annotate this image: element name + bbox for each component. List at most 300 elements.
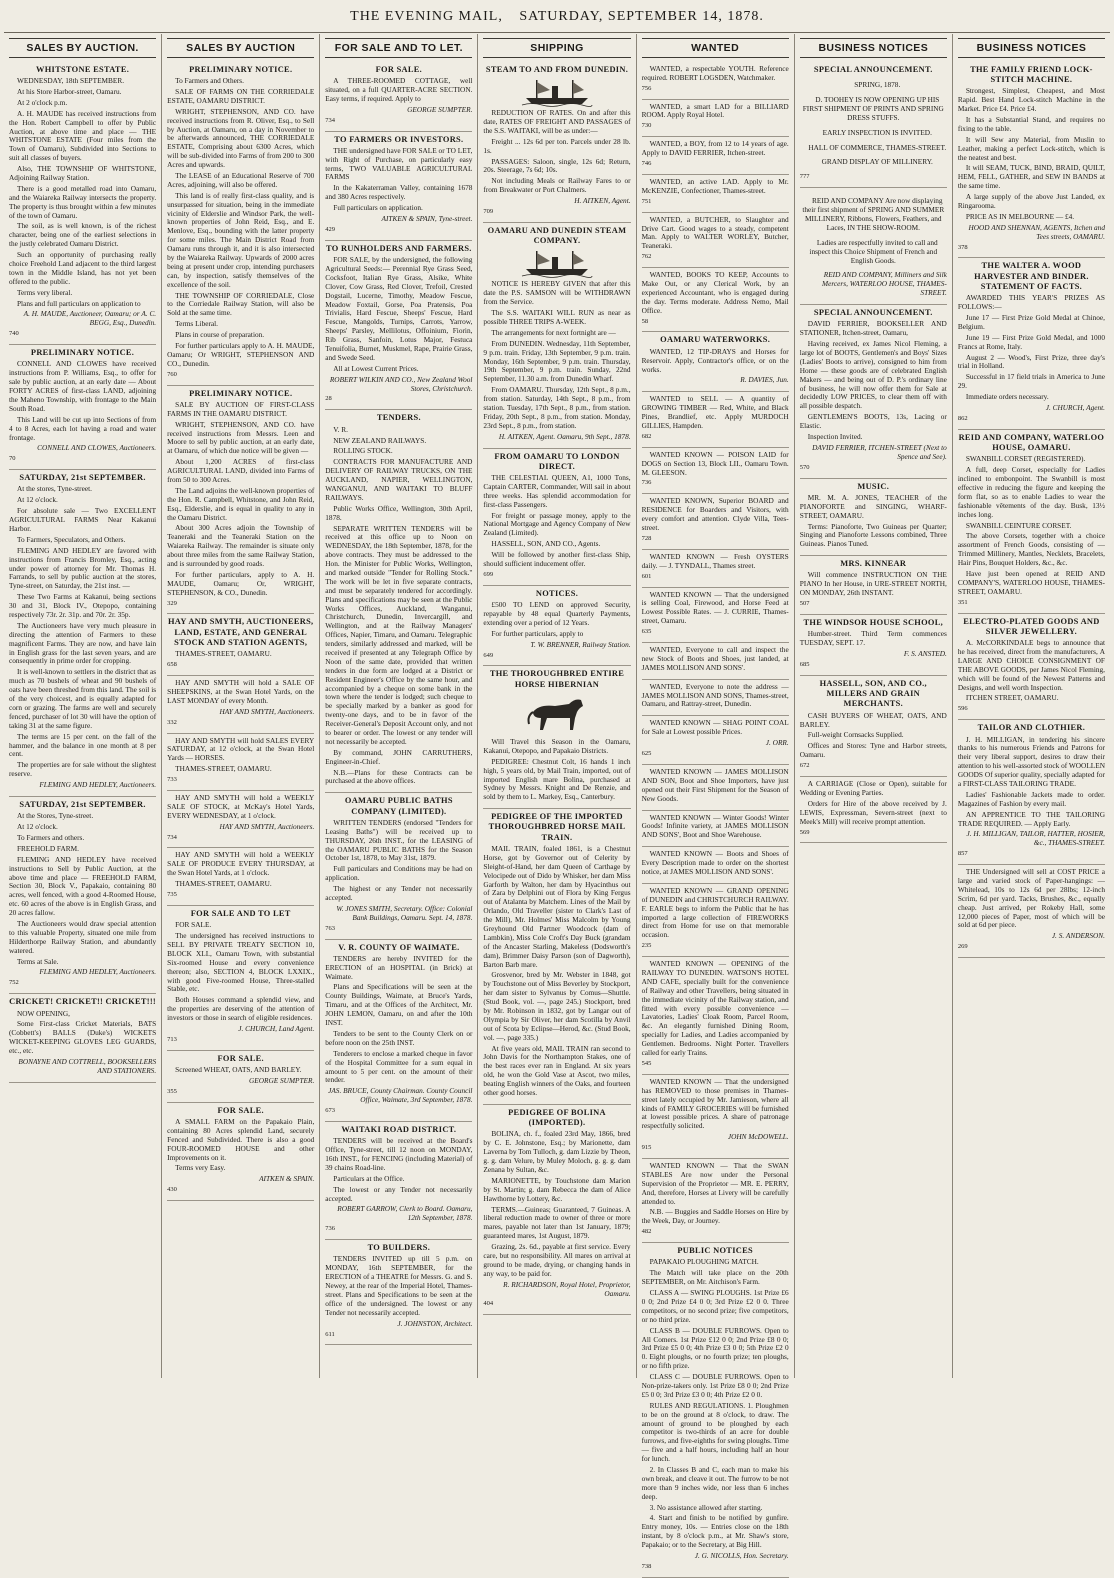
advertisement bbox=[167, 62, 314, 386]
ad-title: PRELIMINARY NOTICE. bbox=[189, 388, 293, 398]
ad-signature: J. H. MILLIGAN, TAILOR, HATTER, HOSIER, &c., THAMES-STREET. bbox=[966, 829, 1105, 848]
ad-title: PUBLIC NOTICES bbox=[677, 1246, 753, 1256]
ad-text: Orders for Hire of the above received by J. LEWIS, Expressman, Severn-street (next to Meek's Mill) will receive prompt attention. bbox=[799, 798, 947, 826]
ad-signature: R. DAVIES, Jun. bbox=[740, 375, 789, 385]
ad-text: 4. Start and finish to be notified by gunfire. Entry money, 10s. — Entries close on the 18th instant, by 8 o'clock p.m., at Mr. Shaw's store, Papakaio; or to the Secretary, at Big Hill. bbox=[641, 1513, 789, 1550]
ad-text: Will Travel this Season in the Oamaru, Kakanui, Otepopo, and Papakaio Districts. bbox=[483, 736, 631, 755]
ad-text: To Farmers, Speculators, and Others. bbox=[17, 534, 126, 544]
advertisement bbox=[483, 666, 630, 809]
advertisement bbox=[642, 137, 789, 175]
ad-number: 763 bbox=[325, 924, 336, 932]
ad-text: NEW ZEALAND RAILWAYS. bbox=[333, 435, 427, 445]
ad-title: WHITSTONE ESTATE. bbox=[36, 64, 130, 74]
ad-number: 28 bbox=[325, 395, 332, 403]
advertisement bbox=[325, 410, 472, 793]
ad-number: 746 bbox=[641, 159, 652, 167]
ad-text: ROLLING STOCK. bbox=[333, 446, 393, 456]
ad-text: PEDIGREE: Chestnut Colt, 16 hands 1 inch high, 5 years old, by Mail Train, imported, out of imported English mare Bolina, purchased at Sydney by Messrs. Knight and De Renzie, and sold by them to L. Markey, Esq., Canterbury. bbox=[483, 756, 631, 802]
column-heading: WANTED bbox=[642, 38, 789, 58]
ad-text: PASSAGES: Saloon, single, 12s 6d; Return, 20s. Steerage, 7s 6d; 10s. bbox=[483, 156, 631, 175]
ad-signature: DAVID FERRIER, ITCHEN-STREET (Next to Spence and See). bbox=[812, 442, 947, 461]
column-1 bbox=[4, 34, 162, 1378]
ad-text: PAPAKAIO PLOUGHING MATCH. bbox=[649, 1257, 759, 1267]
advertisement bbox=[325, 62, 472, 132]
ad-text: August 2 — Wood's, First Prize, three day's trial in Holland. bbox=[957, 352, 1105, 371]
ad-number: 734 bbox=[167, 833, 177, 841]
ad-text: HAY AND SMYTH will hold SALES EVERY SATURDAY, at 12 o'clock, at the Swan Hotel Yards — HORSES. bbox=[167, 735, 315, 763]
ad-text: WANTED KNOWN, Superior BOARD and RESIDENCE for Boarders and Visitors, with every comfort and attention. Clyde Villa, Tees-street. bbox=[641, 496, 789, 533]
ad-text: About 1,200 ACRES of first-class AGRICULTURAL LAND, divided into Farms of from 50 to 300 Acres. bbox=[167, 457, 315, 484]
ad-signature: F. S. ANSTED. bbox=[903, 649, 947, 659]
ad-text: WEDNESDAY, 18th SEPTEMBER. bbox=[17, 76, 125, 86]
ad-number: 673 bbox=[325, 1107, 336, 1115]
ad-text: £500 TO LEND on approved Security, repayable by 48 equal Quarterly Payments, extending over a period of 12 Years. bbox=[483, 600, 631, 627]
ad-signature: ROBERT GARROW, Clerk to Board. Oamaru, 12th September, 1878. bbox=[337, 1204, 473, 1223]
paper-name: THE EVENING MAIL, bbox=[350, 9, 503, 24]
advertisement bbox=[167, 1103, 314, 1201]
ad-text: WANTED, an active LAD. Apply to Mr. McKENZIE, Confectioner, Thames-street. bbox=[641, 176, 789, 195]
ad-text: The soil, as is well known, is of the richest character, being one of the earliest selections in the justly celebrated Oamaru District. bbox=[9, 221, 157, 249]
ad-title: THE WALTER A. WOOD HARVESTER AND BINDER. STATEMENT OF FACTS. bbox=[974, 261, 1089, 291]
ad-number: 736 bbox=[641, 479, 652, 487]
ad-text: The Match will take place on the 20th SEPTEMBER, on Mr. Aitchison's Farm. bbox=[641, 1268, 789, 1287]
ad-text: Strongest, Simplest, Cheapest, and Most Rapid. Best Hand Lock-stitch Machine in the Market. Price £4. Price £4. bbox=[957, 86, 1105, 114]
column-heading: FOR SALE AND TO LET. bbox=[325, 38, 472, 58]
ad-signature: J. CHURCH, Agent. bbox=[1045, 403, 1105, 413]
ad-number: 570 bbox=[799, 463, 810, 471]
ad-text: N.B. — Buggies and Saddle Horses on Hire by the Week, Day, or Journey. bbox=[641, 1207, 789, 1226]
ad-text: Ladies are respectfully invited to call and inspect this Choice Shipment of French and English Goods. bbox=[809, 237, 938, 265]
ad-title: TAILOR AND CLOTHIER. bbox=[977, 723, 1086, 733]
ad-text: WRIGHT, STEPHENSON, AND CO. have received instructions from R. Oliver, Esq., to Sell by Auction, at Oamaru, on a day in November to be afterwards announced, THE CORRIEDALE ESTATE, Comprising about 6300 Acres, which will be sub-divided into Farms of from 200 to 300 Acres and upwards. bbox=[167, 106, 315, 170]
column-2 bbox=[162, 34, 320, 1378]
column-heading: SHIPPING bbox=[483, 38, 630, 58]
ad-number: 378 bbox=[957, 243, 968, 251]
ad-text: HASSELL, SON, AND CO., Agents. bbox=[491, 539, 601, 549]
ad-text: EARLY INSPECTION IS INVITED. bbox=[822, 127, 932, 137]
ad-number: 699 bbox=[483, 570, 494, 578]
ad-number: 777 bbox=[799, 173, 810, 181]
ad-number: 730 bbox=[641, 122, 652, 130]
ad-number: 682 bbox=[641, 432, 652, 440]
ad-text: THAMES-STREET, OAMARU. bbox=[175, 764, 272, 774]
ad-number: 752 bbox=[9, 979, 19, 987]
advertisement bbox=[483, 1105, 630, 1315]
ad-number: 235 bbox=[641, 942, 652, 950]
ad-number: 329 bbox=[167, 599, 177, 607]
ad-number: 762 bbox=[641, 253, 652, 261]
ad-text: WANTED KNOWN — SHAG POINT COAL for Sale at Lowest possible Prices. bbox=[641, 718, 789, 737]
advertisement bbox=[642, 392, 789, 447]
advertisement bbox=[800, 188, 947, 305]
ad-text: Ladies' Fashionable Jackets made to order. Magazines of Fashion by every mail. bbox=[957, 789, 1105, 808]
ad-text: The terms are 15 per cent. on the fall of the hammer, and the balance in one month at 8 per cent. bbox=[9, 731, 157, 759]
advertisement bbox=[642, 884, 789, 957]
ad-text: In the Kakaterraman Valley, containing 1678 and 380 Acres respectively. bbox=[325, 183, 473, 202]
ad-text: SWANBILL CEINTURE CORSET. bbox=[965, 520, 1072, 530]
advertisement bbox=[325, 940, 472, 1122]
advertisement bbox=[167, 676, 314, 733]
advertisement bbox=[642, 847, 789, 884]
ad-number: 355 bbox=[167, 1087, 177, 1095]
columns bbox=[4, 34, 1110, 1570]
ad-title: TO FARMERS OR INVESTORS. bbox=[334, 134, 464, 144]
ad-text: The lowest or any Tender not necessarily accepted. bbox=[325, 1184, 473, 1203]
ad-title: STEAM TO AND FROM DUNEDIN. bbox=[485, 64, 629, 74]
ad-text: TENDERS are hereby INVITED for the ERECTION of an HOSPITAL (in Brick) at Waimate. bbox=[325, 953, 473, 981]
ad-text: WANTED KNOWN — OPENING of the RAILWAY TO DUNEDIN. WATSON'S HOTEL AND CAFE, specially built for the convenience of Railway and other Travellers, being situated in the immediate vicinity of the Railway station, and fitted with every possible convenience — Lavatories, Ladies' Cloak Room, Parcel Room, &c. An elegantly furnished Dining Room, specially for Ladies, and Ladies accompanied by Gentlemen. Bedrooms. Night Porter. Travellers called for early Trains. bbox=[641, 959, 789, 1058]
ad-text: SALE OF FARMS ON THE CORRIEDALE ESTATE, OAMARU DISTRICT. bbox=[167, 86, 315, 105]
advertisement bbox=[958, 430, 1105, 614]
ad-text: FOR SALE. bbox=[175, 920, 212, 930]
ad-text: Such an opportunity of purchasing really choice Freehold Land adjacent to the third largest town in the Middle Island, has not yet been offered to the public. bbox=[9, 250, 157, 286]
ad-signature: H. AITKEN, Agent. Oamaru, 9th Sept., 1878. bbox=[498, 431, 631, 441]
advertisement bbox=[642, 588, 789, 643]
ad-signature: GEORGE SUMPTER. bbox=[249, 1075, 315, 1085]
ad-title: MRS. KINNEAR bbox=[840, 559, 907, 569]
ad-text: The Auctioneers would draw special attention to this valuable Property, situated one mile from Hilderthorpe Railway Station, and abundantly watered. bbox=[9, 919, 157, 955]
ad-text: A full, deep Corset, especially for Ladies inclined to embonpoint. The Swanbill is most effective in reducing the figure and keeping the form flat, so as to enable Ladies to wear the fashionable vêtements of the day. Busk, 13½ inches long. bbox=[957, 465, 1105, 519]
ad-title: NOTICES. bbox=[535, 588, 579, 598]
advertisement bbox=[642, 1243, 789, 1578]
ad-number: 596 bbox=[957, 705, 968, 713]
ad-text: It will Sew any Material, from Muslin to Leather, making a perfect Lock-stitch, which is the neatest and best. bbox=[957, 134, 1105, 162]
ad-number: 611 bbox=[325, 1330, 335, 1338]
advertisement bbox=[483, 449, 630, 586]
advertisement bbox=[642, 716, 789, 765]
ad-title: THE FAMILY FRIEND LOCK-STITCH MACHINE. bbox=[970, 64, 1093, 85]
horse-icon bbox=[525, 694, 589, 734]
advertisement bbox=[800, 615, 947, 676]
ad-text: RULES AND REGULATIONS. 1. Ploughmen to be on the ground at 8 o'clock, to draw. The amount of ground to be ploughed by each competitor is two-thirds of an acre for double furrows, and five-eighths for swing ploughs. Time — five and a half hours, including half an hour for lunch. bbox=[641, 1400, 789, 1464]
ad-text: CONNELL AND CLOWES have received instructions from P. Williams, Esq., to offer for sale by public auction, at an early date — About FORTY ACRES of first-class LAND, adjoining the Maheno Township, with frontage to the Main South Road. bbox=[9, 359, 157, 413]
ad-text: MR. M. A. JONES, TEACHER of the PIANOFORTE and SINGING, WHARF-STREET, OAMARU. bbox=[799, 492, 947, 520]
ad-text: At the stores, Tyne-street. bbox=[17, 484, 92, 494]
ad-text: CLASS C — DOUBLE FURROWS. Open to Non-prize-takers only. 1st Prize £8 0 0; 2nd Prize £5 0 0; 3rd Prize £3 0 0; 4th Prize £2 0 0. bbox=[641, 1372, 789, 1399]
ad-text: The arrangements for next fortnight are — bbox=[491, 327, 616, 337]
advertisement bbox=[9, 994, 156, 1082]
ad-text: Will commence INSTRUCTION ON THE PIANO In her House, in URE-STREET NORTH, ON MONDAY, 26th INSTANT. bbox=[799, 570, 947, 598]
advertisement bbox=[483, 62, 630, 223]
ad-number: 482 bbox=[641, 1228, 652, 1236]
ad-text: Public Works Office, Wellington, 30th April, 1878. bbox=[325, 503, 473, 522]
advertisement bbox=[800, 62, 947, 188]
advertisement bbox=[642, 765, 789, 811]
ad-number: 658 bbox=[167, 661, 177, 669]
ad-signature: JOHN McDOWELL. bbox=[727, 1132, 789, 1142]
ad-number: 351 bbox=[957, 598, 968, 606]
ad-title: TENDERS. bbox=[376, 413, 421, 423]
ad-signature: HAY AND SMYTH, Auctioneers. bbox=[219, 706, 315, 716]
ad-text: The undersigned has received instructions to SELL BY PRIVATE TREATY SECTION 10, BLOCK XLI., Oamaru Town, with substantial Six-roomed House and every convenience thereon; also, SECTION 4, BLOCK LXXIX., with good Five-roomed House, Three-stalled Stable, etc. bbox=[167, 931, 315, 994]
advertisement bbox=[642, 213, 789, 268]
ad-text: For freight or passage money, apply to the National Mortgage and Agency Company of New Zealand (Limited). bbox=[483, 510, 631, 538]
advertisement bbox=[642, 175, 789, 213]
ad-text: The S.S. WAITAKI WILL RUN as near as possible THREE TRIPS A-WEEK. bbox=[483, 308, 631, 326]
ad-text: At his Store Harbor-street, Oamaru. bbox=[17, 86, 122, 96]
ad-text: HAY AND SMYTH will hold a WEEKLY SALE OF STOCK, at McKay's Hotel Yards, EVERY WEDNESDAY, at 1 o'clock. bbox=[167, 792, 315, 820]
ad-text: WANTED, BOOKS TO KEEP, Accounts to Make Out, or any Clerical Work, by an experienced Accountant, who is engaged during the day. Terms moderate. Address Nemo, Mail Office. bbox=[641, 270, 789, 315]
ad-title: TO BUILDERS. bbox=[367, 1243, 431, 1253]
ad-text: Terms very liberal. bbox=[17, 287, 73, 297]
advertisement bbox=[9, 470, 156, 797]
ad-text: All at Lowest Current Prices. bbox=[333, 363, 419, 373]
ad-text: Full particulars on application. bbox=[333, 203, 423, 213]
ad-text: Grosvenor, bred by Mr. Webster in 1848, got by Touchstone out of Miss Beverley by Stockport, her dam sister to Sylvanus by Comus—Shuttle. (Stud Book, vol. —, page 245.) Stockport, bred by Mr. Robinson in 1832, got by Langar out of Olympia by Sir Oliver, her dam Scotilla by Anvil out of Scota by Eclipse—Herod, &c. (Stud Book, vol. —, page 335.) bbox=[483, 970, 631, 1042]
ad-title: PRELIMINARY NOTICE. bbox=[30, 348, 135, 358]
ad-signature: AITKEN & SPAIN, Tyne-street. bbox=[381, 214, 473, 224]
ad-signature: REID AND COMPANY, Milliners and Silk Mercers, WATERLOO HOUSE, THAMES-STREET. bbox=[822, 270, 947, 298]
ad-number: 862 bbox=[957, 414, 968, 422]
ad-text: WRITTEN TENDERS (endorsed "Tenders for Leasing Baths") will be received up to THURSDAY, 26th INST., for the LEASING of the OAMARU PUBLIC BATHS for the Season October 1st, 1878, to May 31st, 1879. bbox=[325, 817, 473, 863]
ad-text: At 12 o'clock. bbox=[17, 822, 58, 832]
ad-text: The Auctioneers have very much pleasure in directing the attention of Farmers to these magnificent Farms. They are now, and have lain in English grass for the last seven years, and are consequently in prime order for cropping. bbox=[9, 620, 157, 666]
ad-text: CONTRACTS FOR MANUFACTURE AND DELIVERY OF RAILWAY TRUCKS, ON THE AUCKLAND, NAPIER, WELLINGTON, WANGANUI, AND WAITAKI TO BLUFF RAILWAYS. bbox=[325, 457, 473, 502]
advertisement bbox=[642, 100, 789, 138]
ad-text: SPRING, 1878. bbox=[854, 80, 901, 90]
ad-title: OAMARU WATERWORKS. bbox=[660, 335, 771, 345]
ad-text: Plans in course of preparation. bbox=[175, 330, 265, 340]
ad-text: SEPARATE WRITTEN TENDERS will be received at this office up to Noon on WEDNESDAY, the 18th September, 1878, for the above contracts. They must be addressed to the Hon. the Minister for Public Works, Wellington, and marked outside "Tender for Rolling Stock." The work will be let in five separate contracts, and must be separately tendered for accordingly. Plans and specifications may be seen at the Public Works Offices, Auckland, Wanganui, Christchurch, Dunedin, Invercargill, and Wellington, and at the Railway Managers' Offices, Napier, Timaru, and Oamaru. Telegraphic tenders, similarly addressed and marked, will be received if presented at any Telegraph Office by Noon of the same date, provided that written tenders in due form are lodged at a District or Resident Engineer's Office by the same hour, and accompanied by a cheque on some bank in the town where the tender is lodged; such cheque to be specially marked by a banker as good for twenty-one days, and to be in favor of the Receiver-General's Deposit Account only, and not to bearer or order. The lowest or any tender will not necessarily be accepted. bbox=[325, 523, 473, 746]
ad-text: TENDERS INVITED up till 5 p.m. on MONDAY, 16th SEPTEMBER, for the ERECTION of a THEATRE for Messrs. G. and S. Newey, at the rear of the Imperial Hotel, Thames-street. Plans and Specifications to be seen at the office of the undersigned. The lowest or any Tender not necessarily accepted. bbox=[325, 1254, 473, 1317]
ad-text: Also, THE TOWNSHIP OF WHITSTONE, Adjoining Railway Station. bbox=[9, 164, 157, 182]
ad-signature: T. W. BRENNER, Railway Station. bbox=[530, 639, 631, 649]
ad-number: 429 bbox=[325, 225, 336, 233]
ad-text: BOLINA, ch. f., foaled 23rd May, 1866, bred by C. E. Johnstone, Esq.; by Marionette, dam Laverna by Tom Tulloch, g. dam Lizzie by Theon, g. g. dam Velure, by Muley Moloch, g. g. g. dam Zenana by Sultan, &c. bbox=[483, 1129, 631, 1174]
advertisement bbox=[642, 680, 789, 717]
advertisement bbox=[9, 797, 156, 994]
ad-signature: FLEMING AND HEDLEY, Auctioneers. bbox=[39, 967, 157, 977]
ad-title: SPECIAL ANNOUNCEMENT. bbox=[813, 64, 933, 74]
ad-text: NOTICE IS HEREBY GIVEN that after this date the P.S. SAMSON will be WITHDRAWN from the Service. bbox=[483, 279, 631, 307]
ad-text: Will be followed by another first-class Ship, should sufficient inducement offer. bbox=[483, 550, 631, 569]
ad-number: 635 bbox=[641, 628, 652, 636]
ad-text: Plans and full particulars on application to bbox=[17, 298, 141, 308]
advertisement bbox=[958, 720, 1105, 865]
ad-title: V. R. COUNTY OF WAIMATE. bbox=[338, 942, 460, 952]
ad-text: Immediate orders necessary. bbox=[965, 392, 1049, 402]
ad-text: GENTLEMEN'S BOOTS, 13s, Lacing or Elastic. bbox=[799, 412, 947, 431]
ad-text: By command, JOHN CARRUTHERS, Engineer-in-Chief. bbox=[325, 747, 473, 766]
ad-text: Humber-street. Third Term commences TUESDAY, SEPT. 17. bbox=[799, 629, 947, 648]
ad-text: FREEHOLD FARM. bbox=[17, 843, 79, 853]
ad-text: It will SEAM, TUCK, BIND, BRAID, QUILT, HEM, FELL, GATHER, and SEW IN BANDS at the same time. bbox=[957, 163, 1105, 191]
ad-text: PRICE AS IN MELBOURNE — £4. bbox=[965, 211, 1075, 221]
ad-text: THAMES-STREET, OAMARU. bbox=[175, 649, 272, 659]
ad-number: 756 bbox=[641, 84, 652, 92]
ad-number: 672 bbox=[799, 762, 810, 770]
ad-text: D. TOOHEY IS NOW OPENING UP HIS FIRST SHIPMENT OF PRINTS AND SPRING DRESS STUFFS. bbox=[802, 94, 944, 122]
advertisement bbox=[642, 957, 789, 1075]
ad-number: 685 bbox=[799, 661, 810, 668]
ad-text: DAVID FERRIER, BOOKSELLER AND STATIONER, Itchen-street, Oamaru, bbox=[799, 319, 947, 338]
ad-text: WANTED, Everyone to call and inspect the new Stock of Boots and Shoes, just landed, at JAMES MOLLISON AND SONS'. bbox=[641, 645, 789, 672]
ad-text: FLEMING AND HEDLEY are favored with instructions from Francis Bromley, Esq., acting under power of attorney for Mr. Thomas H. Farrands, to sell by public auction at the stores, Tyne-street, on Saturday, the 21st inst. — bbox=[9, 545, 157, 591]
advertisement bbox=[800, 676, 947, 777]
ad-text: HAY AND SMYTH will hold a WEEKLY SALE OF PRODUCE EVERY THURSDAY, at the Swan Hotel Yards, at 1 o'clock. bbox=[167, 850, 315, 878]
ad-text: Terms: Pianoforte, Two Guineas per Quarter; Singing and Pianoforte Lessons combined, Three Guineas. Pianos Tuned. bbox=[799, 521, 947, 549]
ad-text: For further particulars, apply to A. H. MAUDE, Oamaru; Or, WRIGHT, STEPHENSON, & CO., Dunedin. bbox=[167, 569, 315, 597]
ad-title: FROM OAMARU TO LONDON DIRECT. bbox=[494, 451, 620, 471]
ad-number: 728 bbox=[641, 534, 652, 542]
column-heading: BUSINESS NOTICES bbox=[800, 38, 947, 58]
ad-title: REID AND COMPANY, WATERLOO HOUSE, OAMARU. bbox=[958, 432, 1105, 453]
ad-text: WANTED KNOWN — POISON LAID for DOGS on Section 13, Block LII., Oamaru Town. M. GLEESON. bbox=[641, 449, 789, 477]
ad-number: 70 bbox=[9, 455, 16, 463]
ad-number: 649 bbox=[483, 651, 494, 659]
advertisement bbox=[958, 62, 1105, 259]
ad-text: CASH BUYERS OF WHEAT, OATS, AND BARLEY. bbox=[799, 710, 947, 729]
advertisement bbox=[325, 793, 472, 939]
ad-signature: BONAYNE AND COTTRELL, BOOKSELLERS AND STATIONERS. bbox=[18, 1056, 157, 1075]
ad-text: Grazing, 2s. 6d., payable at first service. Every care, but no responsibility. All mares on arrival at ground to be made, drying, or changing hands in any way, to be paid for. bbox=[483, 1242, 631, 1278]
ad-text: Tenders to be sent to the County Clerk on or before noon on the 25th INST. bbox=[325, 1028, 473, 1047]
ad-text: THE Undersigned will sell at COST PRICE a large and varied stock of Paper-hangings: — Whitelead, 10s to 12s 6d per 28lbs; 12-inch Scrim, 6d per yard. Tacks, Brushes, &c., equally cheap. Just arrived, per Rokeby Hall, some 12,000 pieces of Paper, most of which will be sold at 6d per piece. bbox=[957, 867, 1105, 930]
ad-text: Terms very Easy. bbox=[175, 1163, 226, 1173]
ad-text: THE undersigned have FOR SALE or TO LET, with Right of Purchase, on particularly easy terms, TWO VALUABLE AGRICULTURAL FARMS bbox=[325, 145, 473, 182]
advertisement bbox=[958, 865, 1105, 958]
ad-text: J. H. MILLIGAN, in tendering his sincere thanks to his numerous Friends and Patrons for their very liberal support, desires to draw their attention to his well-assorted stock of WOOLLEN GOODS Of superior quality, specially adapted for a FIRST-CLASS TAILORING TRADE. bbox=[957, 734, 1105, 788]
ad-title: THE WINDSOR HOUSE SCHOOL, bbox=[803, 618, 944, 628]
ad-signature: H. AITKEN, Agent. bbox=[574, 196, 631, 206]
ad-number: 404 bbox=[483, 1300, 494, 1308]
ad-text: WANTED KNOWN — GRAND OPENING of DUNEDIN and CHRISTCHURCH RAILWAY. F. EARLE begs to inform the Public that he has imported a large collection of FIREWORKS direct from Home for use on that memorable occasion. bbox=[641, 885, 789, 940]
issue-date: SATURDAY, SEPTEMBER 14, 1878. bbox=[519, 9, 764, 24]
ad-text: 3. No assistance allowed after starting. bbox=[649, 1502, 763, 1512]
ad-text: To Farmers and others. bbox=[17, 832, 85, 842]
ad-text: WANTED KNOWN — That the undersigned is selling Coal, Firewood, and Horse Feed at Lowest Possible Rates. — J. CURRIE, Thames-street, Oamaru. bbox=[641, 589, 789, 626]
ad-signature: J. ORR. bbox=[765, 738, 789, 748]
ad-number: 601 bbox=[641, 572, 652, 580]
ad-text: CLASS B — DOUBLE FURROWS. Open to All Comers. 1st Prize £12 0 0; 2nd Prize £8 0 0; 3rd Prize £5 0 0; 4th Prize £3 0 0; 5th Prize £2 0 0. Eight ploughs, or no fourth prize; ten ploughs, or no fifth prize. bbox=[641, 1325, 789, 1371]
ad-text: The above Corsets, together with a choice assortment of French Goods, consisting of — Trimmed Millinery, Mantles, Necklets, Bracelets, Hair Pins, Bouquet Holders, &c., &c. bbox=[957, 531, 1105, 568]
ad-number: 734 bbox=[325, 116, 336, 124]
ad-title: PRELIMINARY NOTICE. bbox=[189, 64, 293, 74]
ad-title: SPECIAL ANNOUNCEMENT. bbox=[813, 308, 933, 318]
advertisement bbox=[642, 448, 789, 495]
ad-signature: GEORGE SUMPTER. bbox=[407, 104, 473, 114]
ad-text: TENDERS will be received at the Board's Office, Tyne-street, till 12 noon on MONDAY, 16th INST., for FENCING (including Material) of 39 chains Road-line. bbox=[325, 1136, 473, 1172]
steamship-icon bbox=[522, 249, 592, 277]
ad-number: 332 bbox=[167, 718, 177, 726]
ad-text: Terms at Sale. bbox=[17, 956, 59, 966]
ad-signature: W. JONES SMITH, Secretary. Office: Colonial Bank Buildings, Oamaru. Sept. 14, 1878. bbox=[336, 903, 473, 922]
ad-text: Having received, ex James Nicol Fleming, a large lot of BOOTS, Gentlemen's and Boys' Sizes (Ladies' Boots to arrive), consigned to him from Home — these goods are of celebrated English Makers — and being out of D. P.'s ordinary line of business, he will now offer them for Sale at decidedly LOW PRICES, to clear them off with all possible despatch. bbox=[799, 339, 947, 411]
advertisement bbox=[958, 258, 1105, 429]
ad-text: At the Stores, Tyne-street. bbox=[17, 811, 94, 821]
advertisement bbox=[642, 494, 789, 549]
ad-text: A. H. MAUDE has received instructions from the Hon. Robert Campbell to offer by Public Auction, at above time and place — THE WHITSTONE ESTATE (Four miles from the Town of Oamaru), Subdivided into Sections to suit all classes of buyers. bbox=[9, 108, 157, 163]
ad-text: TERMS.—Guineas; Guaranteed, 7 Guineas. A liberal reduction made to owner of three or more mares, payable not later than 1st January, 1879; guaranteed mares, 1st August, 1879. bbox=[483, 1204, 631, 1241]
ad-text: Offices and Stores: Tyne and Harbor streets, Oamaru. bbox=[799, 741, 947, 760]
ad-text: WANTED, a smart LAD for a BILLIARD ROOM. Apply Royal Hotel. bbox=[641, 101, 789, 120]
ad-text: A. McCORKINDALE begs to announce that he has received, direct from the manufacturers, A LARGE AND CHOICE CONSIGNMENT OF THE ABOVE GOODS, per James Nicol Fleming, which will be found of the Newest Patterns and Designs, and well worth Inspection. bbox=[957, 638, 1105, 692]
ad-text: SALE BY AUCTION OF FIRST-CLASS FARMS IN THE OAMARU DISTRICT. bbox=[167, 399, 315, 418]
ad-text: MARIONETTE, by Touchstone dam Marion by St. Martin; g. dam Rebecca the dam of Alice Hawthorne by Lottery, &c. bbox=[483, 1175, 631, 1203]
steamship-icon bbox=[522, 78, 592, 106]
ad-signature: J. G. NICOLLS, Hon. Secretary. bbox=[694, 1551, 789, 1561]
ad-number: 738 bbox=[641, 1562, 652, 1570]
ad-text: At 12 o'clock. bbox=[17, 495, 58, 505]
ad-signature: CONNELL AND CLOWES, Auctioneers. bbox=[37, 443, 157, 453]
ad-signature: R. RICHARDSON, Royal Hotel, Proprietor, Oamaru. bbox=[503, 1279, 631, 1298]
ad-title: MUSIC. bbox=[857, 481, 890, 491]
ad-text: HALL OF COMMERCE, THAMES-STREET. bbox=[808, 142, 947, 152]
ad-text: Some First-class Cricket Materials, BATS (Cobbett's) BALLS (Duke's) WICKETS WICKET-KEEPING GLOVES LEG GUARDS, etc., etc. bbox=[9, 1019, 157, 1056]
ad-text: WANTED, a respectable YOUTH. Reference required. ROBERT LOGSDEN, Watchmaker. bbox=[641, 63, 789, 82]
column-7 bbox=[953, 34, 1110, 1378]
ad-title: OAMARU AND DUNEDIN STEAM COMPANY. bbox=[487, 225, 627, 246]
ad-text: 2. In Classes B and C, each man to make his own break, and cleave it out. The furrow to be not more than 9 inches wide, nor less than 6 inches deep. bbox=[641, 1465, 789, 1501]
ad-text: Have just been opened at REID AND COMPANY'S, WATERLOO HOUSE, THAMES-STREET, OAMARU. bbox=[957, 569, 1105, 596]
advertisement bbox=[642, 62, 789, 100]
ad-number: 507 bbox=[799, 600, 810, 608]
ad-text: Full particulars and Conditions may be had on application. bbox=[325, 864, 473, 883]
column-4 bbox=[478, 34, 636, 1378]
ad-text: A SMALL FARM on the Papakaio Plain, containing 80 Acres splendid Land, securely Fenced and Subdivided. There is also a good FOUR-ROOMED HOUSE and other Improvements on it. bbox=[167, 1117, 315, 1162]
ad-text: Not including Meals or Railway Fares to or from Breakwater or Port Chalmers. bbox=[483, 176, 631, 195]
ad-text: SWANBILL CORSET (REGISTERED). bbox=[965, 454, 1086, 464]
ad-title: SATURDAY, 21st SEPTEMBER. bbox=[19, 799, 146, 809]
advertisement bbox=[483, 586, 630, 667]
ad-number: 760 bbox=[167, 370, 177, 378]
ad-text: N.B.—Plans for these Contracts can be purchased at the above offices. bbox=[325, 767, 473, 786]
ad-text: WANTED KNOWN — Winter Goods! Winter Goods! Infinite variety, at JAMES MOLLISON AND SONS', Boot and Shoe Warehouse. bbox=[641, 812, 789, 840]
ad-signature: FLEMING AND HEDLEY, Auctioneers. bbox=[39, 780, 157, 790]
ad-text: At five years old, MAIL TRAIN ran second to John Davis for the Northampton Stakes, one of the best races ever ran in England. At six years old, he won the Gold Vase at Ascot, two miles, beating English winners of the Oaks, and fourteen other good horses. bbox=[483, 1043, 631, 1097]
ad-text: For further particulars, apply to bbox=[491, 628, 584, 638]
ad-text: REDUCTION OF RATES. On and after this date, RATES OF FREIGHT AND PASSAGES of the S.S. WAITAKI, will be as under:— bbox=[483, 108, 631, 135]
ad-text: A CARRIAGE (Close or Open), suitable for Wedding or Evening Parties. bbox=[799, 779, 947, 797]
ad-text: REID AND COMPANY Are now displaying their first shipment of SPRING AND SUMMER MILLINERY, Ribbons, Flowers, Feathers, and Laces, IN THE SHOW-ROOM. bbox=[802, 196, 945, 232]
ad-title: FOR SALE. bbox=[375, 64, 423, 74]
ad-number: 857 bbox=[957, 850, 968, 858]
advertisement bbox=[325, 132, 472, 241]
advertisement bbox=[325, 241, 472, 411]
ad-number: 915 bbox=[641, 1144, 652, 1152]
column-6 bbox=[795, 34, 953, 1378]
ad-title: HAY AND SMYTH, AUCTIONEERS, LAND, ESTATE, AND GENERAL STOCK AND STATION AGENTS, bbox=[167, 617, 314, 647]
ad-text: FLEMING AND HEDLEY have received instructions to Sell by Public Auction, at the above time and place — FREEHOLD FARM, Section 30, Block V., Papakaio, containing 80 acres, well fenced, with a good 4-Roomed House, etc. 60 acres of the above is in English Grass, and 20 acres fallow. bbox=[9, 854, 157, 918]
ad-text: THE TOWNSHIP OF CORRIEDALE, Close to the Corriedale Railway Station, will also be Sold at the same time. bbox=[167, 290, 315, 318]
ad-number: 733 bbox=[167, 776, 177, 784]
ad-text: Terms Liberal. bbox=[175, 319, 218, 329]
ad-text: HAY AND SMYTH will hold a SALE OF SHEEPSKINS, at the Swan Hotel Yards, on the LAST MONDAY of every Month. bbox=[167, 678, 315, 705]
column-heading: SALES BY AUCTION. bbox=[9, 38, 156, 58]
ad-text: WANTED KNOWN — JAMES MOLLISON AND SON, Boot and Shoe Importers, have just opened out their First Shipment for the Season of New Goods. bbox=[641, 766, 789, 803]
ad-title: CRICKET! CRICKET!! CRICKET!!! bbox=[9, 997, 157, 1007]
column-5 bbox=[637, 34, 795, 1570]
ad-text: Freight ... 12s 6d per ton. Parcels under 28 lb. 1s. bbox=[483, 136, 631, 155]
ad-text: WANTED KNOWN — That the undersigned has REMOVED to those premises in Thames-street lately occupied by Mr. Jamieson, where all kinds of FAMILY GROCERIES will be furnished at lowest possible prices. A share of patronage respectfully solicited. bbox=[641, 1076, 789, 1131]
ad-text: Plans and Specifications will be seen at the County Buildings, Waimate, at Bruce's Yards, Timaru, and at the Offices of the Architect, Mr. JOHN LEMON, Oamaru, on and after the 10th INST. bbox=[325, 982, 473, 1028]
ad-text: MAIL TRAIN, foaled 1861, is a Chestnut Horse, got by Governor out of Celerity by Sleight-of-Hand, her dam Queen of Carthage by Velocipede out of Dido by Whisker, her dam Miss Garforth by Walton, her dam by Hyacinthus out of Zara by Delphini out of Flora by King Fergus out of Atalanta by Matchem. Lines of the Mail by Orlando, Old Traveller (sister to Clark's Last of the Mill), Mr. Holmes' Miss Malcolm by Young Greyhound Old Partner Woodcock (dam of Lambkin), Miss Cole Croft's Day Buck (grandam of the Ancaster Starling, Makeless (Dodsworth's dam), Brimmer Daisy Parson (son of Dagworth), Barton Barb mare. bbox=[483, 843, 631, 969]
ad-signature: AITKEN & SPAIN. bbox=[259, 1174, 315, 1184]
advertisement bbox=[642, 268, 789, 332]
ad-text: THE CELESTIAL QUEEN, A1, 1000 Tons, Captain CARTER, Commander, Will sail in about three weeks. Has splendid accommodation for first-class Passengers. bbox=[483, 473, 631, 509]
ad-text: Both Houses command a splendid view, and the properties are deserving of the attention of investors or those in search of eligible residences. bbox=[167, 995, 315, 1023]
ad-number: 735 bbox=[167, 891, 177, 899]
ad-signature: J. S. ANDERSON. bbox=[1051, 931, 1105, 941]
ad-text: V. R. bbox=[333, 424, 348, 434]
ad-text: June 17 — First Prize Gold Medal at Chinoe, Belgium. bbox=[957, 313, 1105, 331]
ad-signature: J. JOHNSTON, Architect. bbox=[397, 1318, 473, 1328]
advertisement bbox=[325, 1122, 472, 1240]
ad-text: The highest or any Tender not necessarily accepted. bbox=[325, 884, 473, 902]
ad-text: WRIGHT, STEPHENSON, AND CO. have received instructions from Messrs. Leen and Moore to sell by public auction, at an early date, at Oamaru, of which due notice will be given — bbox=[167, 419, 315, 456]
ad-signature: HAY AND SMYTH, Auctioneers. bbox=[219, 821, 315, 831]
ad-text: For absolute sale — Two EXCELLENT AGRICULTURAL FARMS Near Kakanui Harbor. bbox=[9, 506, 157, 534]
